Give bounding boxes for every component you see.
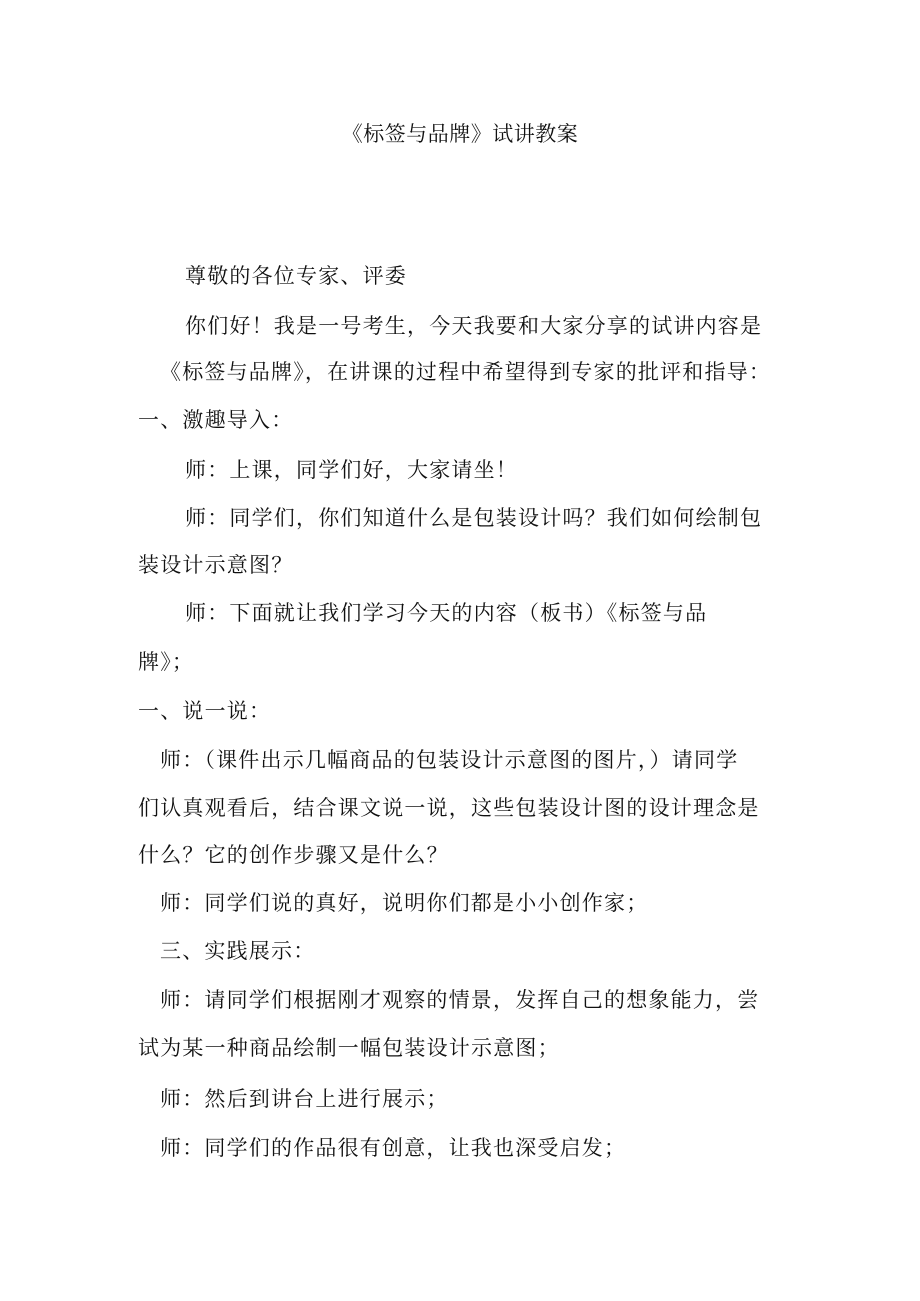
paragraph-line: 牌》； [138, 650, 195, 674]
paragraph-line: 试为某一种商品绘制一幅包装设计示意图； [138, 1036, 560, 1060]
paragraph-line: 什么？它的创作步骤又是什么？ [138, 843, 449, 867]
paragraph-line: 师：下面就让我们学习今天的内容（板书）《标签与品 [185, 601, 708, 625]
paragraph-line: 师：然后到讲台上进行展示； [160, 1087, 449, 1111]
section-heading: 一、说一说： [138, 699, 272, 723]
paragraph-line: 《标签与品牌》，在讲课的过程中希望得到专家的批评和指导： [160, 360, 772, 384]
paragraph-line: 装设计示意图？ [138, 553, 294, 577]
section-heading: 三、实践展示： [160, 939, 316, 963]
document-title: 《标签与品牌》试讲教案 [341, 122, 579, 146]
section-heading: 一、激趣导入： [138, 408, 294, 432]
paragraph-line: 师：同学们，你们知道什么是包装设计吗？我们如何绘制包 [185, 506, 763, 530]
paragraph-line: 师：上课，同学们好，大家请坐！ [185, 458, 518, 482]
paragraph-line: 师：请同学们根据刚才观察的情景，发挥自己的想象能力，尝 [160, 988, 760, 1012]
paragraph-line: 们认真观看后，结合课文说一说，这些包装设计图的设计理念是 [138, 796, 760, 820]
paragraph-line: 师：同学们说的真好，说明你们都是小小创作家； [160, 891, 649, 915]
paragraph-line: 你们好！我是一号考生，今天我要和大家分享的试讲内容是 [185, 314, 763, 338]
paragraph-line: 师：（课件出示几幅商品的包装设计示意图的图片，）请同学 [160, 748, 739, 772]
paragraph-line: 师：同学们的作品很有创意，让我也深受启发； [160, 1136, 627, 1160]
greeting-line: 尊敬的各位专家、评委 [185, 264, 407, 288]
